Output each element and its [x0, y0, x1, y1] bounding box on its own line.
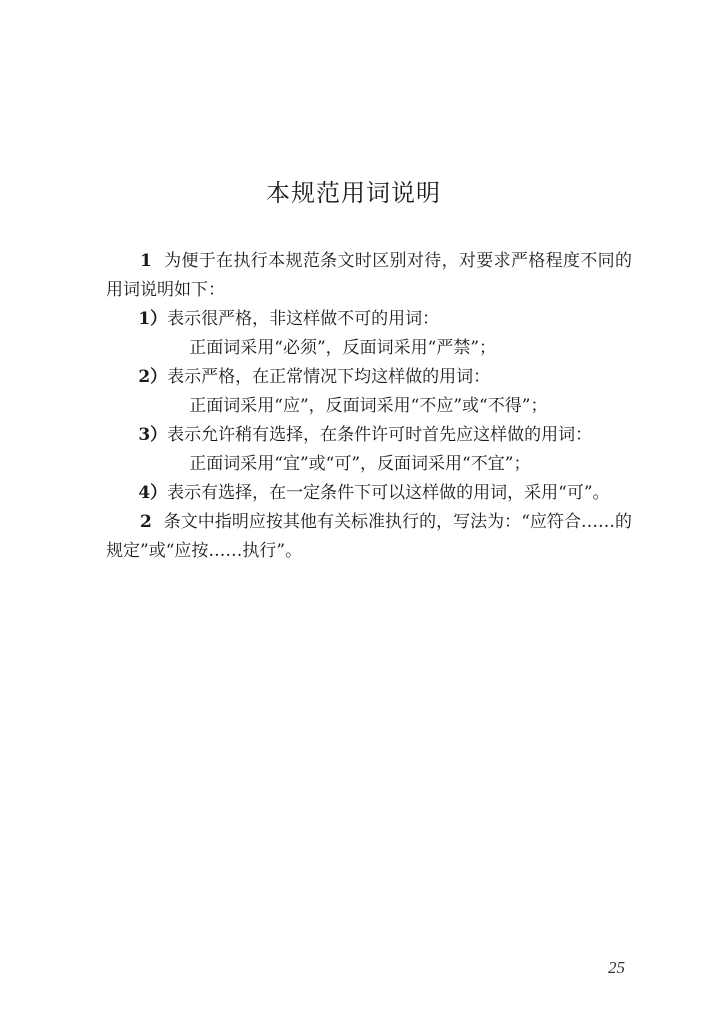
item-number: 3）: [138, 425, 168, 445]
list-item: [106, 305, 632, 334]
body-text: [106, 247, 632, 566]
page-title: 本规范用词说明: [266, 179, 441, 207]
item-detail: 正面词采用“应”，反面词采用“不应”或“不得”；: [189, 396, 548, 416]
clause-number: 2: [140, 512, 152, 532]
clause-text: 为便于在执行本规范条文时区别对待，对要求严格程度不同的用词说明如下：: [106, 251, 632, 300]
page-number: 25: [608, 958, 625, 977]
list-item: [106, 363, 632, 392]
list-item: [106, 479, 632, 508]
item-number: 1）: [138, 309, 168, 329]
item-number: 2）: [138, 367, 168, 387]
item-number: 4）: [138, 483, 168, 503]
item-text: 表示允许稍有选择，在条件许可时首先应这样做的用词：: [167, 425, 593, 445]
clause-1: [106, 247, 632, 305]
item-text: 表示有选择，在一定条件下可以这样做的用词，采用“可”。: [167, 483, 610, 503]
clause-number: 1: [140, 251, 152, 271]
item-text: 表示严格，在正常情况下均这样做的用词：: [167, 367, 491, 387]
item-detail: 正面词采用“宜”或“可”，反面词采用“不宜”；: [189, 454, 531, 474]
clause-2: [106, 508, 632, 566]
clause-text: 条文中指明应按其他有关标准执行的，写法为：“应符合……的规定”或“应按……执行”。: [106, 512, 632, 561]
item-detail: 正面词采用“必须”，反面词采用“严禁”；: [189, 338, 497, 358]
list-item: [106, 421, 632, 450]
item-text: 表示很严格，非这样做不可的用词：: [167, 309, 440, 329]
